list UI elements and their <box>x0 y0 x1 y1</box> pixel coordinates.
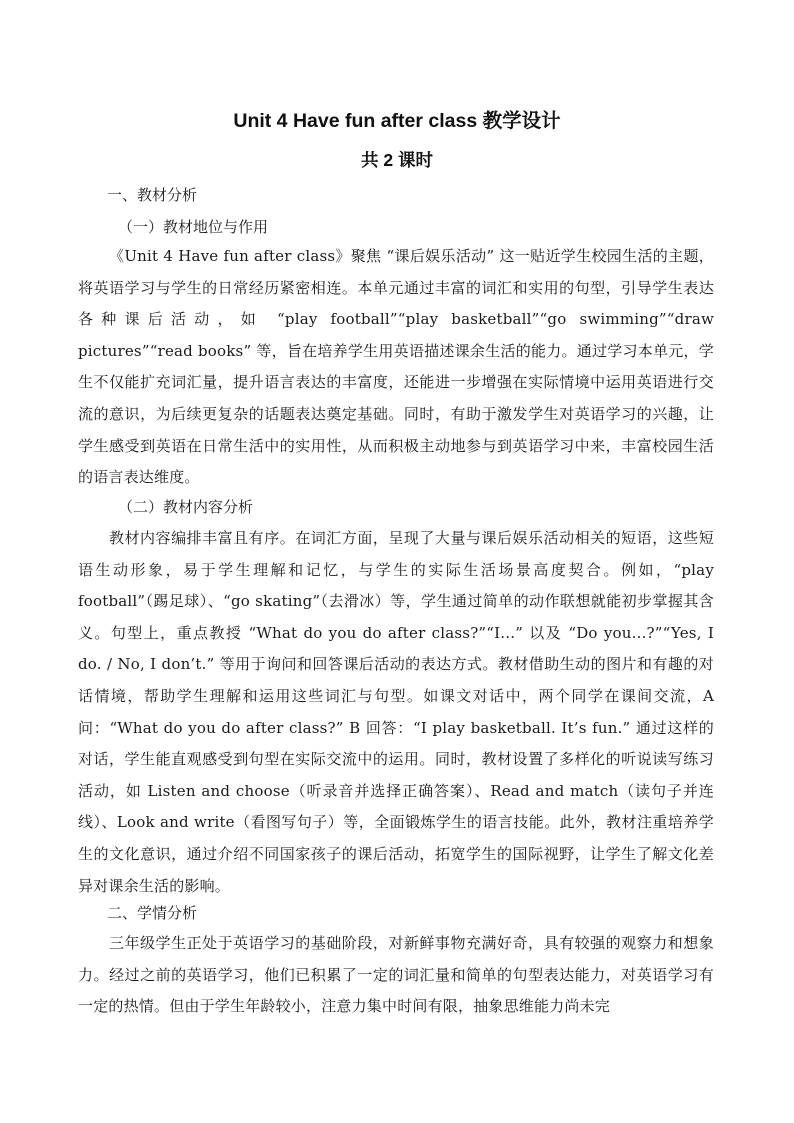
paragraph-content: 教材内容编排丰富且有序。在词汇方面，呈现了大量与课后娱乐活动相关的短语，这些短语生动形象，易于学生理解和记忆，与学生的实际生活场景高度契合。例如，“play football”（踢足球）、“go skating”（去滑冰）等，学生通过简单的动作联想就能初步掌握其含义。句型上，重点教授 “What do you do after class?”“I...” 以及 “Do you...?”“Yes, I do. / No, I don’t.” 等用于询问和回答课后活动的表达方式。教材借助生动的图片和有趣的对话情境，帮助学生理解和运用这些词汇与句型。如课文对话中，两个同学在课间交流，A 问：“What do you do after class?” B 回答：“I play basketball. It’s fun.” 通过这样的对话，学生能直观感受到句型在实际交流中的运用。同时，教材设置了多样化的听说读写练习活动，如 Listen and choose（听录音并选择正确答案）、Read and match（读句子并连线）、Look and write（看图写句子）等，全面锻炼学生的语言技能。此外，教材注重培养学生的文化意识，通过介绍不同国家孩子的课后活动，拓宽学生的国际视野，让学生了解文化差异对课余生活的影响。 <box>78 529 714 895</box>
section-heading-learner-analysis: 二、学情分析 <box>107 904 198 922</box>
paragraph-learner-analysis: 三年级学生正处于英语学习的基础阶段，对新鲜事物充满好奇，具有较强的观察力和想象力。经过之前的英语学习，他们已积累了一定的词汇量和简单的句型表达能力，对英语学习有一定的热情。但由于学生年龄较小，注意力集中时间有限，抽象思维能力尚未完 <box>78 934 714 1016</box>
section-heading-teaching-material: 一、教材分析 <box>107 186 198 204</box>
subsection-heading-content: （二）教材内容分析 <box>118 498 254 516</box>
paragraph-role: 《Unit 4 Have fun after class》聚焦 “课后娱乐活动” 这一贴近学生校园生活的主题，将英语学习与学生的日常经历紧密相连。本单元通过丰富的词汇和实用的句型，引导学生表达各种课后活动，如 “play football”“play basketball”“go swimming”“draw pictures”“read books” 等，旨在培养学生用英语描述课余生活的能力。通过学习本单元，学生不仅能扩充词汇量，提升语言表达的丰富度，还能进一步增强在实际情境中运用英语进行交流的意识，为后续更复杂的话题表达奠定基础。同时，有助于激发学生对英语学习的兴趣，让学生感受到英语在日常生活中的实用性，从而积极主动地参与到英语学习中来，丰富校园生活的语言表达维度。 <box>78 247 714 487</box>
subsection-heading-role: （一）教材地位与作用 <box>118 218 269 236</box>
document-subtitle: 共 2 课时 <box>361 150 433 170</box>
document-title: Unit 4 Have fun after class 教学设计 <box>233 110 561 132</box>
